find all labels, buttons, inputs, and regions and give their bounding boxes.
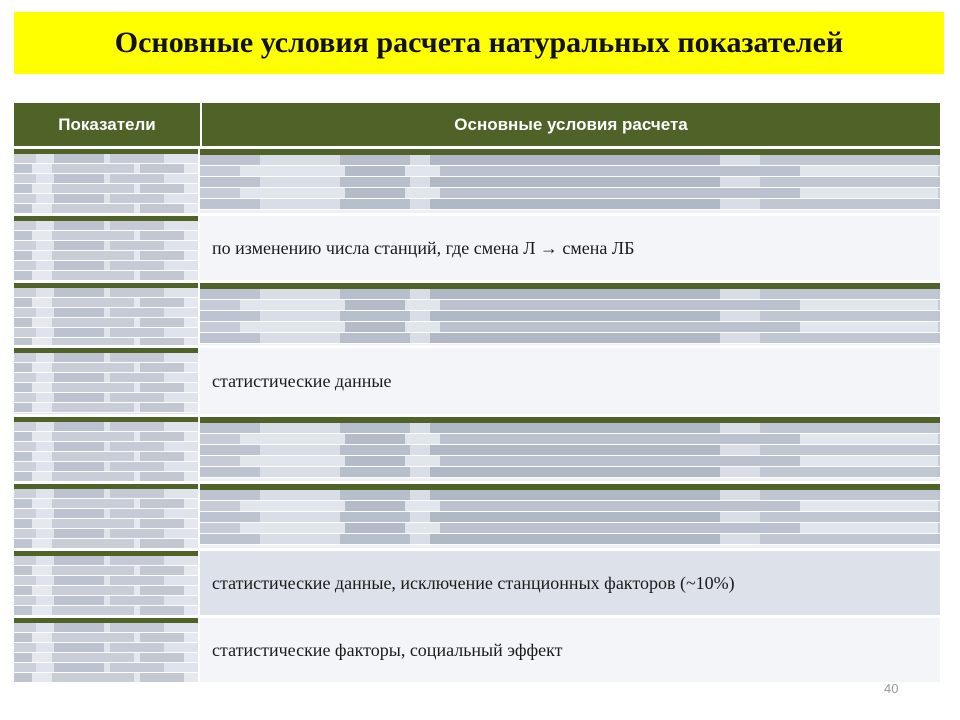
header-conditions: Основные условия расчета bbox=[454, 114, 688, 134]
condition-text: по изменению числа станций, где смена Л → смена ЛБ bbox=[212, 237, 635, 258]
indicators-thumbnail bbox=[14, 348, 200, 414]
conditions-table bbox=[14, 103, 940, 682]
table-row bbox=[14, 618, 940, 682]
condition-text: статистические факторы, социальный эффект bbox=[212, 639, 563, 660]
condition-text: статистические данные, исключение станционных факторов (~10%) bbox=[212, 572, 735, 593]
table-row bbox=[14, 417, 940, 481]
table-header-row bbox=[14, 103, 940, 149]
condition-cell bbox=[200, 216, 940, 280]
indicators-thumbnail bbox=[14, 216, 200, 280]
table-row bbox=[14, 484, 940, 548]
condition-cell bbox=[200, 618, 940, 682]
condition-cell bbox=[200, 484, 940, 548]
indicators-thumbnail bbox=[14, 484, 200, 548]
condition-cell bbox=[200, 417, 940, 481]
table-row bbox=[14, 149, 940, 213]
table-row bbox=[14, 283, 940, 345]
condition-cell bbox=[200, 348, 940, 414]
condition-cell bbox=[200, 283, 940, 345]
header-indicators: Показатели bbox=[14, 103, 202, 146]
indicators-thumbnail bbox=[14, 283, 200, 345]
condition-text: статистические данные bbox=[212, 370, 392, 391]
condition-cell bbox=[200, 149, 940, 213]
indicators-thumbnail bbox=[14, 551, 200, 615]
indicators-thumbnail bbox=[14, 149, 200, 213]
indicators-thumbnail bbox=[14, 417, 200, 481]
page-number: 40 bbox=[884, 681, 899, 696]
slide-title: Основные условия расчета натуральных показателей bbox=[114, 26, 844, 59]
slide-title-banner bbox=[14, 12, 944, 74]
table-row bbox=[14, 348, 940, 414]
table-row bbox=[14, 216, 940, 280]
condition-cell bbox=[200, 551, 940, 615]
indicators-thumbnail bbox=[14, 618, 200, 682]
table-row bbox=[14, 551, 940, 615]
